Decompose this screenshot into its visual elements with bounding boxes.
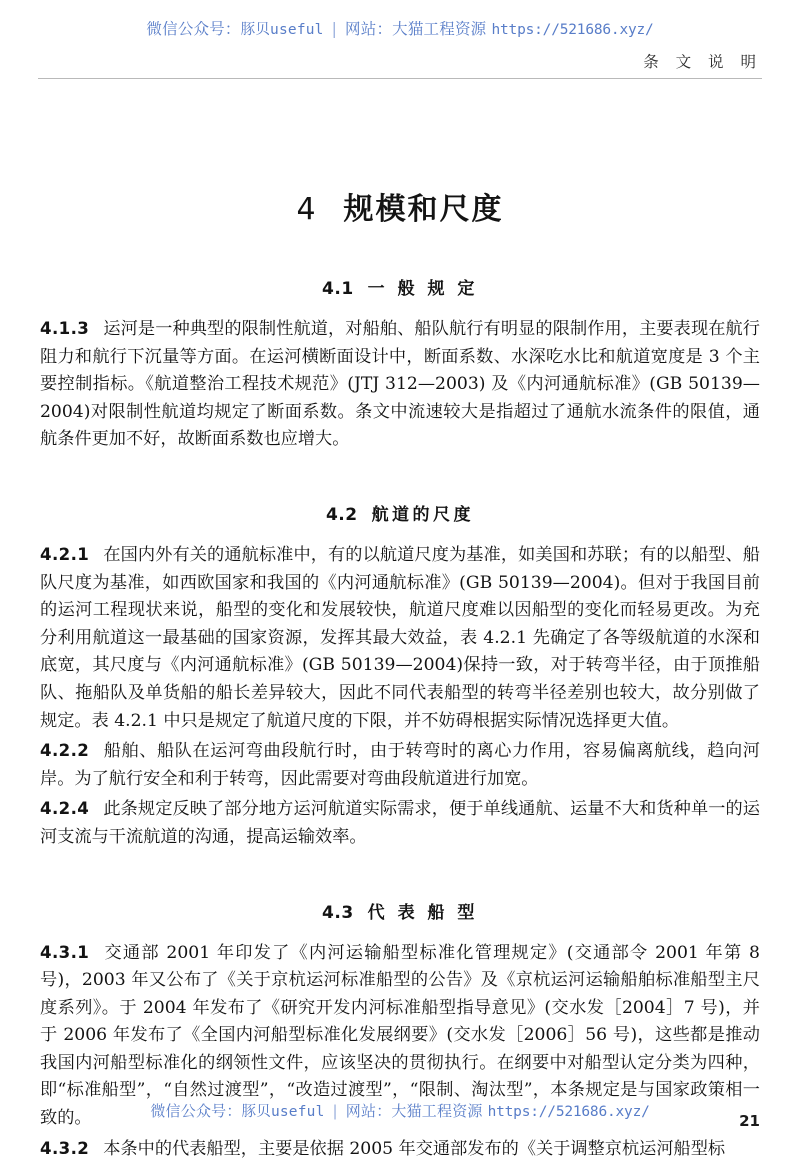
clause-text: 本条中的代表船型，主要是依据 2005 年交通部发布的《关于调整京杭运河船型标 [103,1138,726,1159]
section-number: 4.2 [325,504,358,525]
section-title-text: 代 表 船 型 [367,902,478,923]
watermark-account: 豚贝useful [240,22,324,38]
chapter-title [40,184,760,228]
section-heading-4-3 [40,898,760,923]
section-number: 4.3 [322,902,354,923]
watermark-prefix: 微信公众号： [150,1102,242,1120]
watermark-site-label: 网站： [345,1102,392,1120]
watermark-account: 豚贝useful [241,1104,325,1120]
clause-text: 此条规定反映了部分地方运河航道实际需求，便于单线通航、运量不大和货种单一的运河支流与干流航道的沟通，提高运输效率。 [40,799,760,847]
clause-text: 船舶、船队在运河弯曲段航行时，由于转弯时的离心力作用，容易偏离航线，趋向河岸。为了航行安全和利于转弯，因此需要对弯曲段航道进行加宽。 [40,741,760,789]
clause-number: 4.2.2 [40,741,90,761]
clause-number: 4.2.1 [40,544,90,564]
clause-number: 4.2.4 [40,799,90,819]
page-body [40,96,760,1163]
page-number: 21 [739,1112,760,1130]
watermark-site-label: 网站： [345,20,393,38]
clause-4-1-3 [40,315,760,454]
clause-4-2-2 [40,737,760,793]
clause-number: 4.3.1 [40,942,90,962]
watermark-separator: | [332,1102,338,1120]
clause-4-2-1 [40,541,760,735]
watermark-prefix: 微信公众号： [146,20,241,38]
chapter-title-text: 规模和尺度 [343,192,504,227]
section-title-text: 航道的尺度 [371,504,475,525]
watermark-url: https://521686.xyz/ [491,22,654,38]
watermark-bottom [0,1100,800,1121]
watermark-top [0,17,800,39]
clause-text: 交通部 2001 年印发了《内河运输船型标准化管理规定》(交通部令 2001 年第 8 号)，2003 年又公布了《关于京杭运河标准船型的公告》及《京杭运河运输船舶标准船型主尺度系列》。于 2004 年发布了《研究开发内河标准船型指导意见》(交水发［2004］7 号)，并于 2006 年发布了《全国内河船型标准化发展纲要》(交水发［2006］56 号)，这些都是推动我国内河船型标准化的纲领性文件，应该坚决的贯彻执行。在纲要中对船型认定分类为四种，即“标准船型”，“自然过渡型”，“改造过渡型”，“限制、淘汰型”，本条规定是与国家政策相一致的。 [40,942,760,1129]
header-divider [38,78,762,79]
section-heading-4-1 [40,274,760,299]
watermark-url: https://521686.xyz/ [487,1104,650,1120]
clause-4-3-2 [40,1135,760,1163]
section-heading-4-2 [40,500,760,525]
clause-4-2-4 [40,795,760,851]
clause-text: 在国内外有关的通航标准中，有的以航道尺度为基准，如美国和苏联；有的以船型、船队尺度为基准，如西欧国家和我国的《内河通航标准》(GB 50139—2004)。但对于我国目前的运河工程现状来说，船型的变化和发展较快，航道尺度难以因船型的变化而轻易更改。为充分利用航道这一最基础的国家资源，发挥其最大效益，表 4.2.1 先确定了各等级航道的水深和底宽，其尺度与《内河通航标准》(GB 50139—2004)保持一致，对于转弯半径，由于顶推船队、拖船队及单货船的船长差异较大，因此不同代表船型的转弯半径差别也较大，故分别做了规定。表 4.2.1 中只是规定了航道尺度的下限，并不妨碍根据实际情况选择更大值。 [40,544,760,731]
clause-number: 4.3.2 [40,1138,90,1158]
chapter-number: 4 [296,192,318,227]
running-head: 条 文 说 明 [643,53,762,71]
watermark-separator: | [331,20,338,38]
section-number: 4.1 [322,279,354,299]
watermark-site-name: 大猫工程资源 [392,20,487,38]
clause-text: 运河是一种典型的限制性航道，对船舶、船队航行有明显的限制作用，主要表现在航行阻力和航行下沉量等方面。在运河横断面设计中，断面系数、水深吃水比和航道宽度是 3 个主要控制指标。《航道整治工程技术规范》(JTJ 312—2003) 及《内河通航标准》(GB 50139—2004)对限制性航道均规定了断面系数。条文中流速较大是指超过了通航水流条件的限值，通航条件更加不好，故断面系数也应增大。 [40,319,760,450]
clause-number: 4.1.3 [40,319,90,338]
section-title-text: 一 般 规 定 [367,279,478,299]
watermark-site-name: 大猫工程资源 [391,1102,483,1120]
